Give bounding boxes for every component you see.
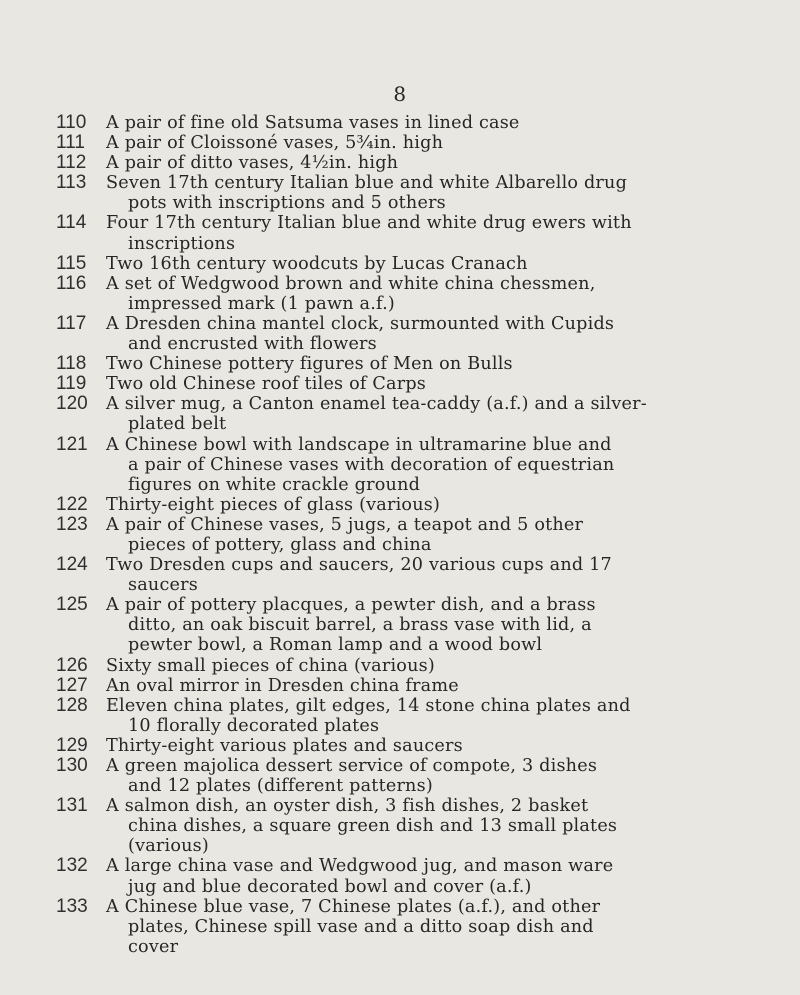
lot-description-line: jug and blue decorated bowl and cover (a.f.) (128, 876, 532, 897)
lot-description-line: A pair of Cloissoné vases, 5¾in. high (106, 133, 444, 154)
lot-number: 113 (56, 172, 87, 194)
lot-number: 122 (56, 493, 88, 515)
lot-number: 111 (56, 132, 85, 154)
lot-number: 123 (56, 513, 88, 535)
lot-entry (56, 495, 782, 515)
lot-description-line: A green majolica dessert service of compote, 3 dishes (106, 756, 598, 776)
lot-description-line: china dishes, a square green dish and 13 small plates (128, 816, 618, 837)
lot-description (106, 696, 782, 736)
page-number: 8 (393, 82, 407, 106)
lot-number: 132 (56, 855, 88, 877)
lot-entry (56, 736, 782, 756)
lot-number: 126 (56, 654, 88, 676)
lot-entry (56, 354, 782, 374)
lot-entry (56, 314, 782, 354)
lot-number: 129 (56, 734, 88, 756)
lot-description-line: A Chinese blue vase, 7 Chinese plates (a.f.), and other (106, 896, 601, 917)
lot-number: 112 (56, 152, 87, 174)
lot-number: 117 (56, 312, 87, 334)
lot-entry (56, 133, 782, 153)
lot-description (106, 133, 782, 153)
lot-entry (56, 374, 782, 394)
lot-entry (56, 213, 782, 253)
lot-description (106, 213, 782, 253)
lot-description-line: A Dresden china mantel clock, surmounted with Cupids (106, 313, 615, 334)
lot-number: 131 (56, 795, 88, 817)
lot-description (106, 113, 782, 133)
lot-entry (56, 555, 782, 595)
lot-description (106, 394, 782, 434)
lot-description-line: figures on white crackle ground (128, 474, 421, 495)
lot-description (106, 656, 782, 676)
lot-list (56, 113, 782, 957)
lot-description-line: Thirty-eight various plates and saucers (106, 735, 463, 756)
lot-number: 118 (56, 353, 87, 375)
lot-description-line: impressed mark (1 pawn a.f.) (128, 293, 395, 314)
lot-number: 120 (56, 393, 88, 415)
lot-description-line: Eleven china plates, gilt edges, 14 stone china plates and (106, 695, 631, 716)
lot-description (106, 173, 782, 213)
lot-entry (56, 796, 782, 856)
lot-description-line: Thirty-eight pieces of glass (various) (106, 494, 441, 515)
lot-entry (56, 113, 782, 133)
lot-description (106, 374, 782, 394)
lot-entry (56, 274, 782, 314)
lot-description (106, 796, 782, 856)
lot-entry (56, 254, 782, 274)
lot-description-line: A Chinese bowl with landscape in ultramarine blue and (106, 434, 612, 455)
lot-description-line: A large china vase and Wedgwood jug, and mason ware (106, 856, 614, 877)
lot-number: 124 (56, 554, 88, 576)
lot-description-line: 10 florally decorated plates (128, 715, 380, 736)
lot-description (106, 435, 782, 495)
lot-entry (56, 595, 782, 655)
lot-description-line: plated belt (128, 414, 227, 435)
lot-entry (56, 856, 782, 896)
lot-description (106, 274, 782, 314)
lot-description-line: A pair of ditto vases, 4½in. high (106, 153, 399, 174)
lot-description-line: A salmon dish, an oyster dish, 3 fish dishes, 2 basket (106, 796, 589, 817)
lot-number: 133 (56, 895, 88, 917)
lot-number: 114 (56, 212, 87, 234)
lot-description (106, 555, 782, 595)
lot-entry (56, 394, 782, 434)
lot-description-line: pieces of pottery, glass and china (128, 534, 432, 555)
lot-number: 130 (56, 755, 88, 776)
lot-description-line: saucers (128, 575, 198, 596)
lot-number: 119 (56, 373, 87, 395)
lot-description-line: A pair of Chinese vases, 5 jugs, a teapot and 5 other (106, 514, 584, 535)
lot-number: 128 (56, 694, 88, 716)
lot-description-line: pots with inscriptions and 5 others (128, 193, 446, 214)
lot-entry (56, 656, 782, 676)
lot-description (106, 676, 782, 696)
lot-description (106, 856, 782, 896)
lot-description-line: A pair of fine old Satsuma vases in lined case (106, 113, 520, 133)
lot-entry (56, 435, 782, 495)
lot-description-line: Four 17th century Italian blue and white drug ewers with (106, 213, 632, 234)
lot-description-line: a pair of Chinese vases with decoration of equestrian (128, 454, 615, 475)
lot-description-line: A silver mug, a Canton enamel tea-caddy (a.f.) and a silver- (106, 394, 647, 415)
lot-description (106, 756, 782, 796)
lot-entry (56, 153, 782, 173)
lot-description-line: and 12 plates (different patterns) (128, 776, 433, 797)
lot-description-line: A set of Wedgwood brown and white china chessmen, (106, 273, 596, 294)
lot-description-line: Two Dresden cups and saucers, 20 various cups and 17 (106, 555, 612, 576)
lot-description-line: (various) (128, 836, 209, 857)
lot-description-line: and encrusted with flowers (128, 334, 377, 355)
lot-description (106, 897, 782, 957)
lot-description-line: An oval mirror in Dresden china frame (106, 675, 459, 696)
lot-description (106, 736, 782, 756)
lot-description (106, 314, 782, 354)
lot-description (106, 515, 782, 555)
lot-description (106, 495, 782, 515)
lot-number: 115 (56, 252, 87, 274)
lot-description-line: inscriptions (128, 233, 236, 254)
lot-entry (56, 173, 782, 213)
lot-number: 110 (56, 112, 87, 133)
lot-description-line: A pair of pottery placques, a pewter dish, and a brass (106, 595, 596, 616)
lot-description-line: Two old Chinese roof tiles of Carps (106, 374, 427, 395)
lot-description (106, 354, 782, 374)
lot-number: 121 (56, 433, 88, 455)
lot-description-line: plates, Chinese spill vase and a ditto soap dish and (128, 916, 594, 937)
lot-description (106, 595, 782, 655)
lot-entry (56, 897, 782, 957)
lot-number: 116 (56, 272, 87, 294)
lot-description-line: cover (128, 936, 179, 957)
lot-description (106, 153, 782, 173)
lot-entry (56, 696, 782, 736)
lot-description-line: pewter bowl, a Roman lamp and a wood bowl (128, 635, 543, 656)
lot-description-line: Seven 17th century Italian blue and white Albarello drug (106, 173, 628, 194)
lot-number: 127 (56, 674, 88, 696)
lot-description (106, 254, 782, 274)
lot-entry (56, 676, 782, 696)
lot-description-line: Two Chinese pottery figures of Men on Bulls (106, 354, 513, 375)
lot-entry (56, 756, 782, 796)
lot-number: 125 (56, 594, 88, 616)
lot-entry (56, 515, 782, 555)
lot-description-line: Two 16th century woodcuts by Lucas Cranach (106, 253, 528, 274)
lot-description-line: ditto, an oak biscuit barrel, a brass vase with lid, a (128, 615, 592, 636)
lot-description-line: Sixty small pieces of china (various) (106, 655, 435, 676)
